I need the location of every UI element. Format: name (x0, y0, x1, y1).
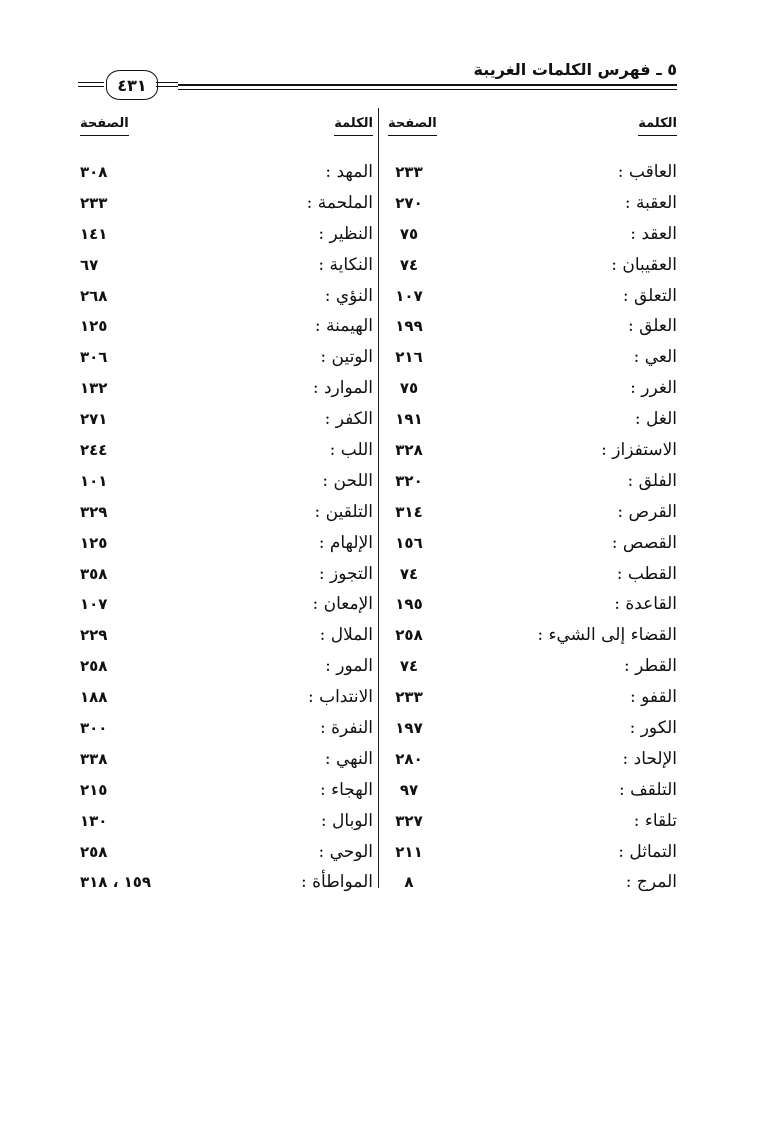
right-word: الفلق : (627, 470, 677, 491)
left-word: النفرة : (319, 718, 373, 739)
right-word: الاستفزاز : (601, 440, 677, 461)
right-page: ١٩٧ (395, 719, 423, 738)
table-row (0, 560, 765, 591)
right-page: ٣٢٠ (395, 471, 423, 490)
right-page: ٧٤ (399, 657, 419, 676)
right-page: ٢٣٣ (395, 163, 423, 181)
right-word: تلقاء : (633, 810, 677, 831)
right-word: العقد : (630, 223, 677, 244)
right-word: العقيبان : (611, 254, 677, 275)
left-word: التلقين : (314, 501, 373, 522)
left-word: الهجاء : (319, 779, 373, 800)
right-page: ١٥٦ (395, 533, 423, 552)
table-row (0, 621, 765, 652)
left-word: التجوز : (318, 563, 373, 584)
right-page: ٢١١ (395, 842, 423, 861)
left-word: الموارد : (312, 378, 373, 399)
table-row (0, 590, 765, 621)
section-title: ٥ ـ فهرس الكلمات الغريبة (473, 60, 677, 79)
left-word: المهد : (325, 162, 373, 182)
left-word: النظير : (318, 223, 373, 244)
left-page: ٣٢٩ (80, 502, 108, 521)
left-word: الانتداب : (307, 687, 373, 708)
table-row (0, 220, 765, 251)
left-page: ٢٣٣ (80, 193, 108, 212)
left-page: ١٣٠ (80, 811, 108, 830)
right-page: ٢١٦ (395, 348, 423, 367)
right-page: ١٩١ (395, 410, 423, 429)
left-page: ٢٥٨ (80, 842, 108, 861)
left-word: المور : (325, 656, 373, 677)
right-page: ٣٢٨ (395, 441, 423, 460)
table-row (0, 498, 765, 529)
left-word: النؤي : (324, 285, 373, 306)
right-word: القضاء إلى الشيء : (537, 625, 677, 646)
right-word: العي : (633, 347, 677, 368)
right-word: المرج : (625, 872, 677, 893)
left-page: ٢٧١ (80, 410, 108, 429)
left-page: ٣٣٨ (80, 749, 108, 768)
right-page: ٢٣٣ (395, 688, 423, 707)
left-word: اللحن : (322, 470, 373, 491)
right-word: الإلحاد : (622, 748, 677, 769)
left-page: ١٤١ (80, 224, 108, 243)
left-page: ٢١٥ (80, 780, 108, 799)
table-row (0, 374, 765, 405)
left-page: ٢٦٨ (80, 286, 108, 305)
left-word: النكاية : (318, 254, 373, 275)
table-row (0, 745, 765, 776)
table-row (0, 436, 765, 467)
table-row (0, 158, 765, 189)
left-page: ١٢٥ (80, 317, 108, 336)
table-row (0, 189, 765, 220)
right-word: القطب : (616, 563, 677, 584)
table-row (0, 868, 765, 899)
right-page: ١٩٥ (395, 595, 423, 614)
left-page: ٣٠٠ (80, 719, 108, 738)
left-word: الإلهام : (318, 532, 373, 553)
right-page: ٢٧٠ (395, 193, 423, 212)
left-word: النهي : (324, 748, 373, 769)
right-page: ٢٨٠ (395, 749, 423, 768)
ornament-line (78, 86, 104, 87)
right-page-heading: الصفحة (388, 116, 437, 136)
left-page: ٢٤٤ (80, 441, 108, 460)
right-word: العاقب : (617, 162, 677, 182)
table-row (0, 282, 765, 313)
table-row (0, 652, 765, 683)
left-page: ١٠٧ (80, 595, 108, 614)
left-page-heading: الصفحة (80, 116, 129, 136)
header-rule-thin (178, 89, 677, 90)
right-word: التلقف : (619, 779, 677, 800)
left-page: ٦٧ (80, 255, 99, 274)
table-row (0, 529, 765, 560)
left-word: الوبال : (320, 810, 373, 831)
left-page: ١٣٢ (80, 379, 108, 398)
left-word-heading: الكلمة (334, 116, 373, 136)
left-word: المواطأة : (301, 872, 373, 893)
ornament-line (156, 86, 178, 87)
index-table (0, 158, 765, 899)
right-page: ٨ (404, 873, 414, 892)
right-page: ٧٥ (399, 379, 419, 398)
right-word: القرص : (617, 501, 677, 522)
table-row (0, 312, 765, 343)
left-page: ٢٢٩ (80, 626, 108, 645)
table-row (0, 343, 765, 374)
right-word-heading: الكلمة (638, 116, 677, 136)
left-word: الكفر : (324, 409, 373, 430)
right-word: القصص : (611, 532, 677, 553)
left-page: ٣٥٨ (80, 564, 108, 583)
table-row (0, 467, 765, 498)
left-page: ١٨٨ (80, 688, 108, 707)
right-page: ٩٧ (399, 780, 419, 799)
table-row (0, 807, 765, 838)
right-page: ١٠٧ (395, 286, 423, 305)
page-number-ornament (78, 68, 178, 102)
page-header (0, 0, 765, 100)
table-row (0, 776, 765, 807)
right-page: ٢٥٨ (395, 626, 423, 645)
table-row (0, 838, 765, 869)
table-row (0, 714, 765, 745)
left-page: ٣٠٨ (80, 163, 108, 181)
right-word: القاعدة : (614, 594, 677, 615)
ornament-line (156, 82, 178, 83)
right-page: ٧٤ (399, 255, 419, 274)
left-word: الإمعان : (312, 594, 373, 615)
right-word: القفو : (629, 687, 677, 708)
left-word: الوحي : (318, 841, 373, 862)
table-row (0, 405, 765, 436)
left-page: ١٠١ (80, 471, 108, 490)
right-page: ٣١٤ (395, 502, 423, 521)
right-word: التعلق : (622, 285, 677, 306)
ornament-line (78, 82, 104, 83)
table-row (0, 251, 765, 282)
left-page: ١٥٩ ، ٣١٨ (80, 873, 152, 892)
right-page: ٣٢٧ (395, 811, 423, 830)
right-word: الغل : (634, 409, 677, 430)
header-rule (178, 84, 677, 86)
left-page: ٣٠٦ (80, 348, 108, 367)
right-word: العقبة : (624, 192, 677, 213)
left-word: الملال : (319, 625, 373, 646)
page-number: ٤٣١ (106, 70, 158, 100)
left-word: الوتين : (320, 347, 373, 368)
right-word: التماثل : (618, 841, 677, 862)
left-word: الملحمة : (306, 192, 373, 213)
right-word: الغرر : (630, 378, 677, 399)
left-word: اللب : (329, 440, 373, 461)
right-page: ١٩٩ (395, 317, 423, 336)
right-page: ٧٤ (399, 564, 419, 583)
right-word: الكور : (629, 718, 677, 739)
right-page: ٧٥ (399, 224, 419, 243)
left-word: الهيمنة : (314, 316, 373, 337)
table-row (0, 683, 765, 714)
left-page: ٢٥٨ (80, 657, 108, 676)
right-word: العلق : (627, 316, 677, 337)
right-word: القطر : (624, 656, 677, 677)
left-page: ١٢٥ (80, 533, 108, 552)
